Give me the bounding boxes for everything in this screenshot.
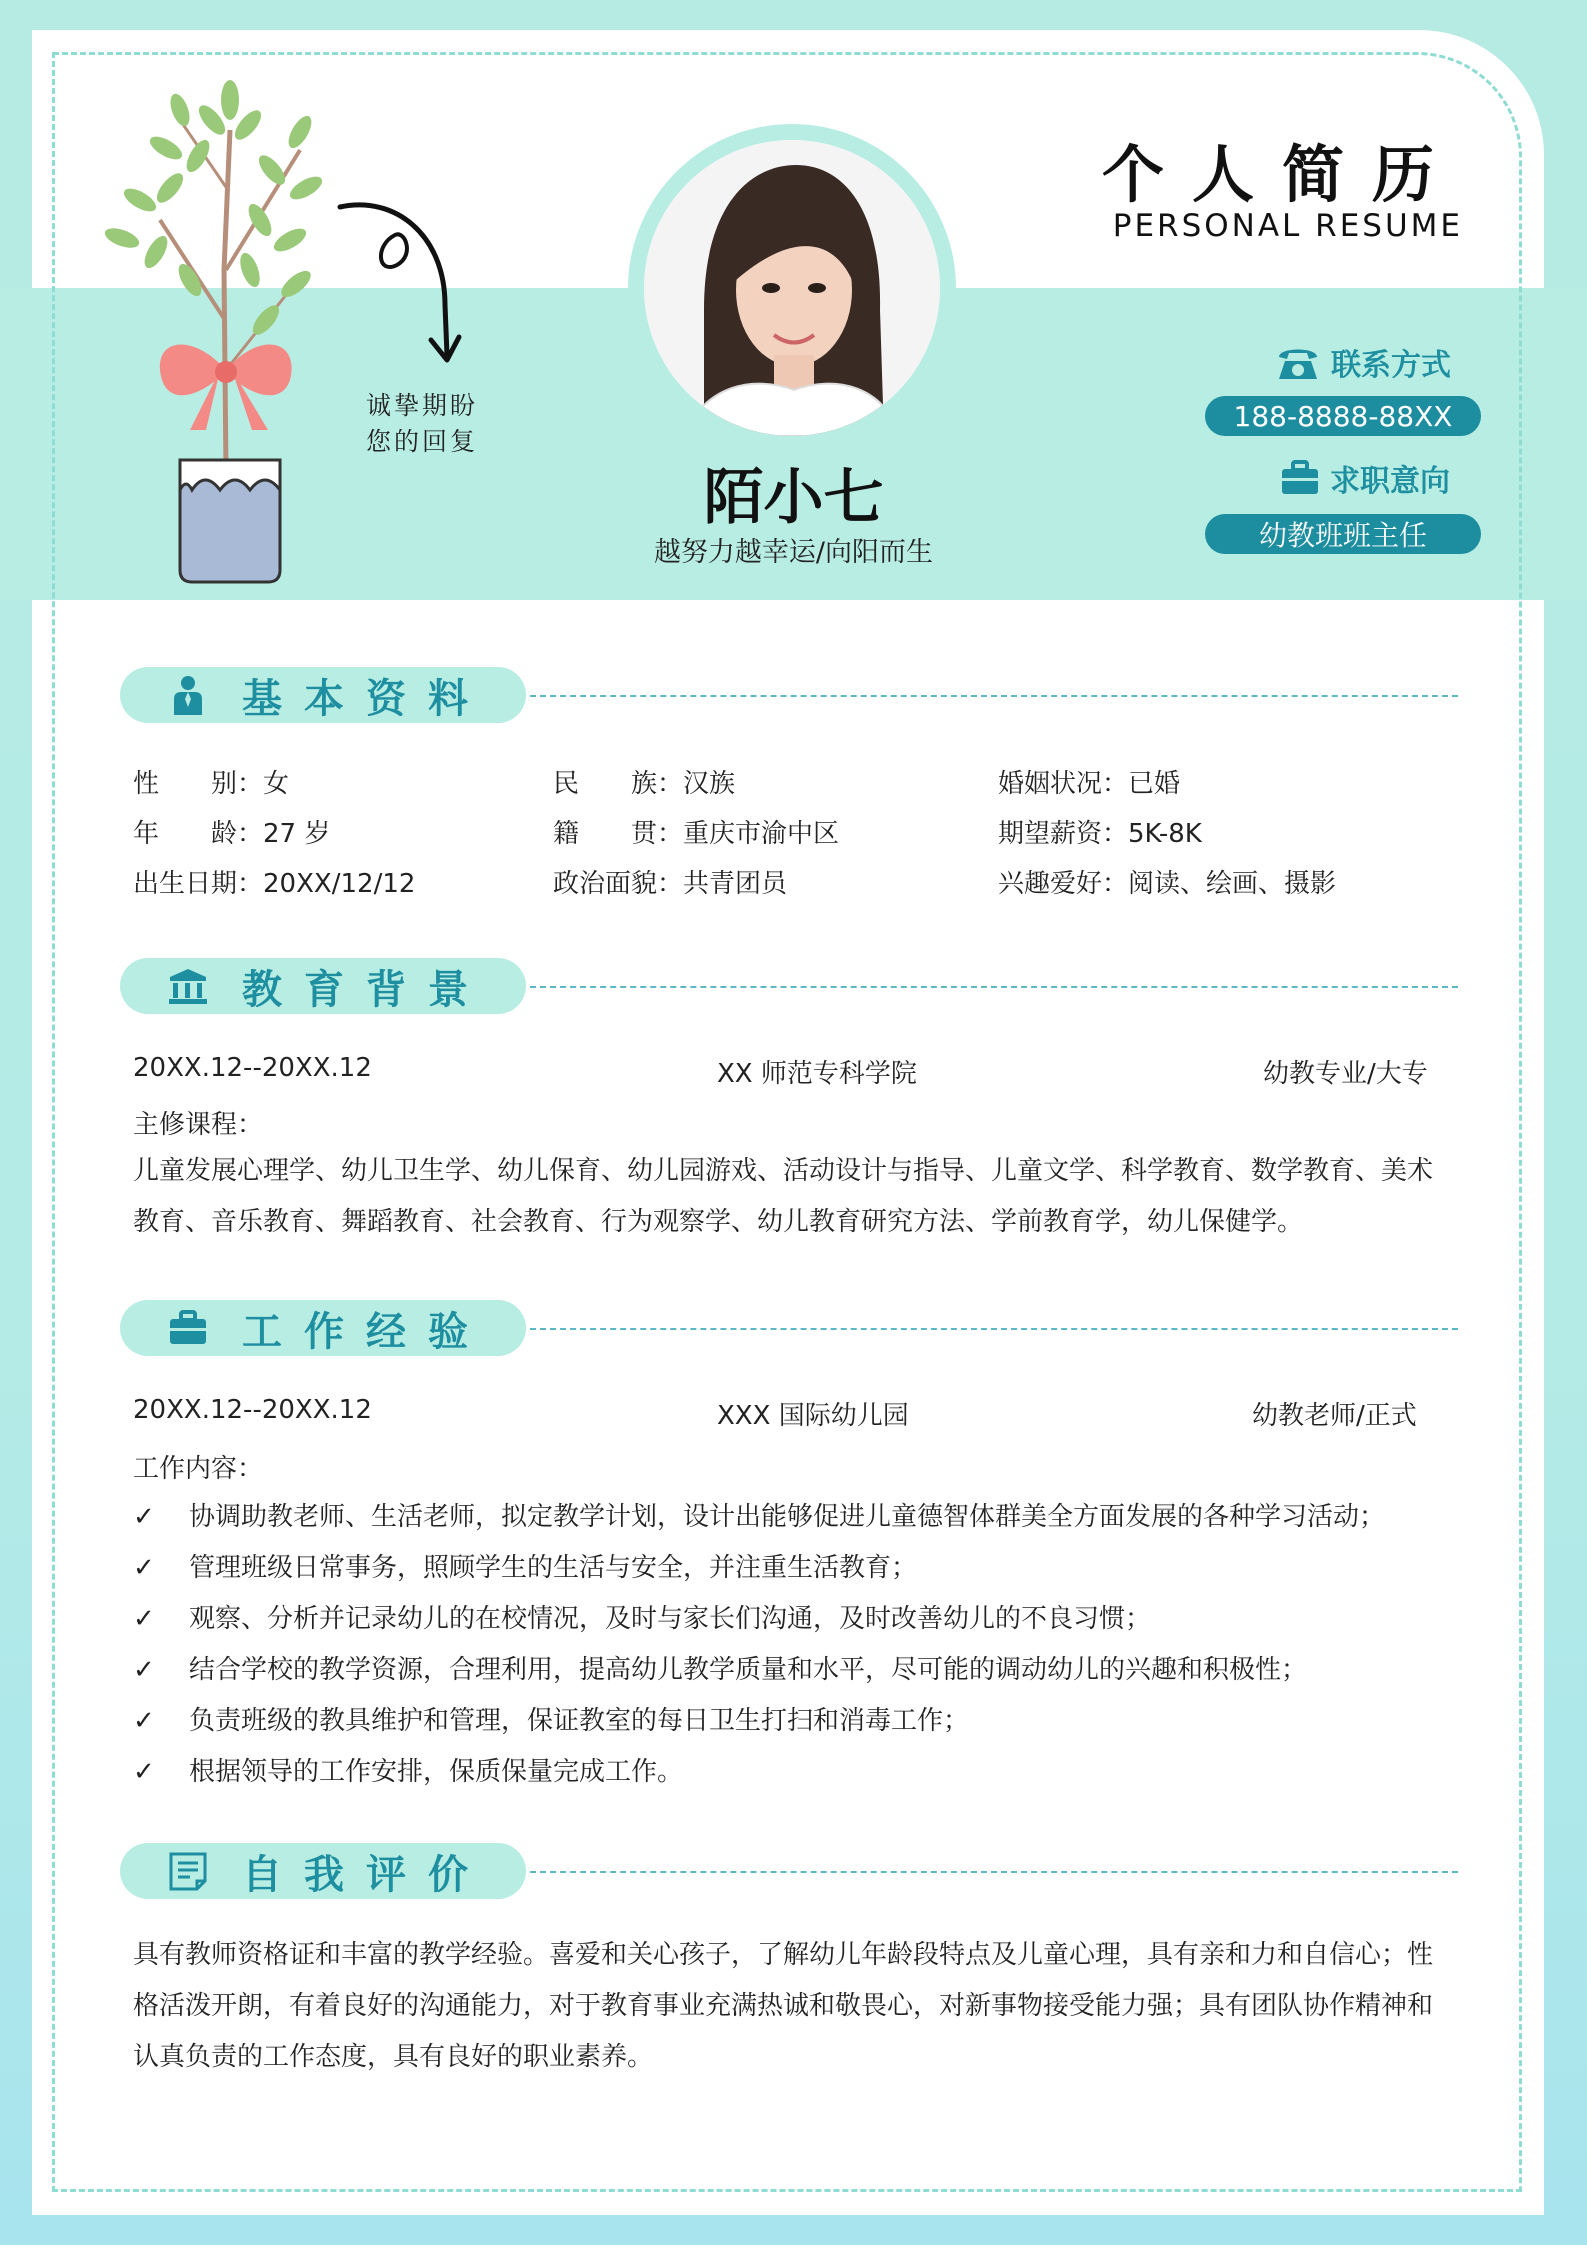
check-icon: ✓ bbox=[133, 1604, 155, 1634]
education-school: XX 师范专科学院 bbox=[717, 1059, 917, 1089]
check-icon: ✓ bbox=[133, 1655, 155, 1685]
section-education-heading bbox=[120, 958, 526, 1014]
contact-heading bbox=[1275, 340, 1451, 384]
section-education-title: 教育背景 bbox=[242, 966, 490, 1013]
section-basic-title: 基本资料 bbox=[242, 675, 490, 722]
section-basic-line bbox=[530, 695, 1458, 697]
slogan-line-2: 您的回复 bbox=[366, 427, 479, 456]
section-work-title: 工作经验 bbox=[242, 1308, 490, 1355]
job-heading bbox=[1280, 456, 1450, 500]
curved-arrow-icon bbox=[335, 195, 465, 370]
slogan-line-1: 诚挚期盼 bbox=[366, 391, 479, 420]
section-work-line bbox=[530, 1328, 1458, 1330]
section-basic-heading bbox=[120, 667, 526, 723]
basic-field-age: 年 龄：27 岁 bbox=[133, 819, 331, 849]
section-self-title: 自我评价 bbox=[242, 1851, 490, 1898]
work-company: XXX 国际幼儿园 bbox=[717, 1401, 909, 1431]
job-label: 求职意向 bbox=[1330, 464, 1450, 499]
work-item: ✓ 管理班级日常事务，照顾学生的生活与安全，并注重生活教育； bbox=[133, 1553, 918, 1583]
work-period: 20XX.12--20XX.12 bbox=[133, 1395, 372, 1425]
photo-avatar bbox=[644, 140, 940, 436]
work-item: ✓ 负责班级的教具维护和管理，保证教室的每日卫生打扫和消毒工作； bbox=[133, 1706, 970, 1736]
contact-label: 联系方式 bbox=[1331, 348, 1451, 383]
education-major: 幼教专业/大专 bbox=[1263, 1059, 1428, 1089]
self-evaluation-text: 具有教师资格证和丰富的教学经验。喜爱和关心孩子，了解幼儿年龄段特点及儿童心理，具有亲和力和自信心；性格活泼开朗，有着良好的沟通能力，对于教育事业充满热诚和敬畏心，对新事物接受能力强；具有团队协作精神和认真负责的工作态度，具有良好的职业素养。 bbox=[133, 1940, 1434, 2072]
check-icon: ✓ bbox=[133, 1553, 155, 1583]
basic-field-gender: 性 别：女 bbox=[133, 769, 290, 799]
courses-label: 主修课程： bbox=[133, 1110, 264, 1140]
phone-pill bbox=[1205, 396, 1481, 436]
basic-field-hometown: 籍 贯：重庆市渝中区 bbox=[553, 819, 840, 849]
check-icon: ✓ bbox=[133, 1706, 155, 1736]
section-self-line bbox=[530, 1871, 1458, 1873]
work-item: ✓ 根据领导的工作安排，保质保量完成工作。 bbox=[133, 1757, 684, 1787]
phone-number: 188-8888-88XX bbox=[1233, 399, 1453, 433]
courses-text: 儿童发展心理学、幼儿卫生学、幼儿保育、幼儿园游戏、活动设计与指导、儿童文学、科学教育、数学教育、美术教育、音乐教育、舞蹈教育、社会教育、行为观察学、幼儿教育研究方法、学前教育学，幼儿保健学。 bbox=[133, 1156, 1434, 1237]
resume-subtitle: PERSONAL RESUME bbox=[1112, 208, 1463, 244]
phone-icon bbox=[1275, 343, 1321, 381]
job-pill bbox=[1205, 514, 1481, 554]
job-title: 幼教班班主任 bbox=[1258, 519, 1427, 552]
basic-field-salary: 期望薪资：5K-8K bbox=[998, 819, 1202, 849]
section-education-line bbox=[530, 986, 1458, 988]
notes-icon bbox=[168, 1851, 208, 1891]
work-content-label: 工作内容： bbox=[133, 1454, 264, 1484]
basic-field-birthdate: 出生日期：20XX/12/12 bbox=[133, 869, 416, 899]
basic-field-marital: 婚姻状况：已婚 bbox=[998, 769, 1181, 799]
section-self-heading bbox=[120, 1843, 526, 1899]
work-item: ✓ 观察、分析并记录幼儿的在校情况，及时与家长们沟通，及时改善幼儿的不良习惯； bbox=[133, 1604, 1152, 1634]
bank-icon bbox=[168, 966, 208, 1006]
work-position: 幼教老师/正式 bbox=[1252, 1401, 1417, 1431]
education-period: 20XX.12--20XX.12 bbox=[133, 1053, 372, 1083]
section-work-heading bbox=[120, 1300, 526, 1356]
candidate-name: 陌小七 bbox=[703, 463, 884, 533]
motto: 越努力越幸运/向阳而生 bbox=[653, 537, 934, 568]
resume-title: 个人简历 bbox=[1101, 138, 1462, 211]
briefcase-icon bbox=[1280, 460, 1320, 496]
work-item: ✓ 协调助教老师、生活老师，拟定教学计划，设计出能够促进儿童德智体群美全方面发展的各种学习活动； bbox=[133, 1502, 1386, 1532]
briefcase-icon bbox=[168, 1308, 208, 1348]
check-icon: ✓ bbox=[133, 1502, 155, 1532]
check-icon: ✓ bbox=[133, 1757, 155, 1787]
person-icon bbox=[168, 675, 208, 715]
basic-field-ethnicity: 民 族：汉族 bbox=[553, 769, 736, 799]
work-item: ✓ 结合学校的教学资源，合理利用，提高幼儿教学质量和水平，尽可能的调动幼儿的兴趣和积极性； bbox=[133, 1655, 1308, 1685]
basic-field-hobbies: 兴趣爱好：阅读、绘画、摄影 bbox=[998, 869, 1337, 899]
basic-field-political: 政治面貌：共青团员 bbox=[553, 869, 788, 899]
